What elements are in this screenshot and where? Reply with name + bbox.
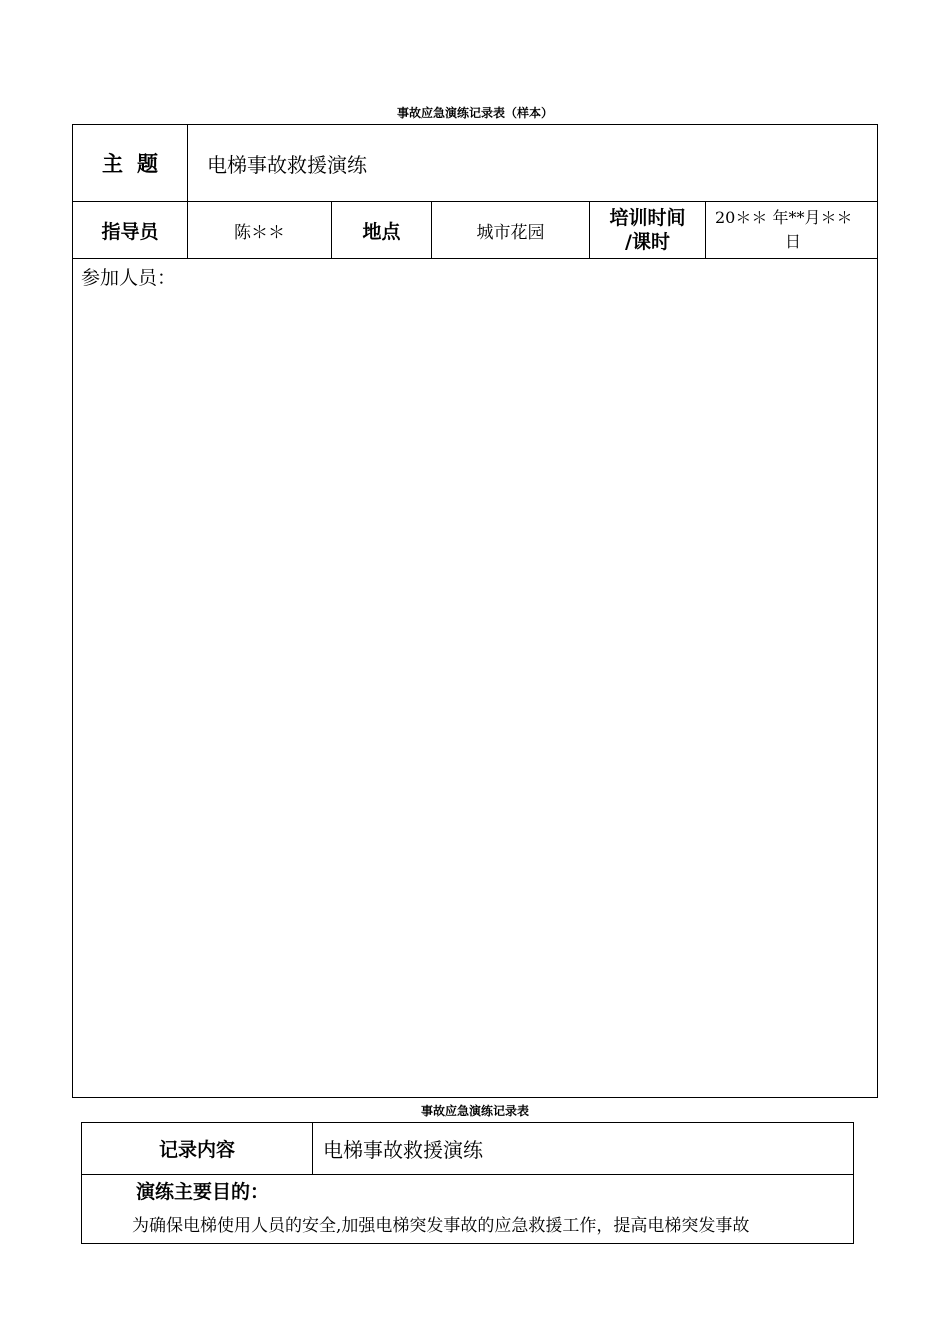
- drill-purpose-label: 演练主要目的：: [136, 1181, 270, 1203]
- training-time-label-line: 培训时间: [609, 207, 686, 229]
- form-title-page2: 事故应急演练记录表: [420, 1104, 529, 1118]
- row-divider: [82, 1174, 853, 1175]
- drill-record-form-page2: [81, 1122, 854, 1244]
- instructor-label: 指导员: [101, 220, 159, 243]
- training-time-value-line: 20＊＊ 年**月＊＊: [715, 208, 853, 227]
- drill-purpose-text: 为确保电梯使用人员的安全,加强电梯突发事故的应急救援工作，提高电梯突发事故: [132, 1216, 750, 1236]
- subject-label: [73, 125, 187, 201]
- training-time-label-line: /课时: [625, 231, 670, 253]
- subject-value: 电梯事故救援演练: [207, 152, 367, 177]
- subject-label-char: 题: [137, 152, 158, 176]
- row-divider: [73, 258, 877, 259]
- record-content-label: 记录内容: [158, 1139, 235, 1161]
- column-divider: [312, 1123, 313, 1175]
- participants-label: 参加人员：: [81, 267, 177, 289]
- training-time-value: [706, 202, 877, 258]
- training-time-value-line: 日: [785, 232, 802, 251]
- location-value: 城市花园: [476, 222, 545, 243]
- subject-label-char: 主: [102, 152, 123, 176]
- drill-record-form: [72, 124, 878, 1098]
- instructor-value: 陈＊＊: [234, 222, 285, 243]
- form-title: 事故应急演练记录表（样本）: [396, 106, 553, 120]
- training-time-label: [590, 202, 705, 258]
- record-content-value: 电梯事故救援演练: [323, 1138, 483, 1162]
- location-label: 地点: [362, 220, 401, 243]
